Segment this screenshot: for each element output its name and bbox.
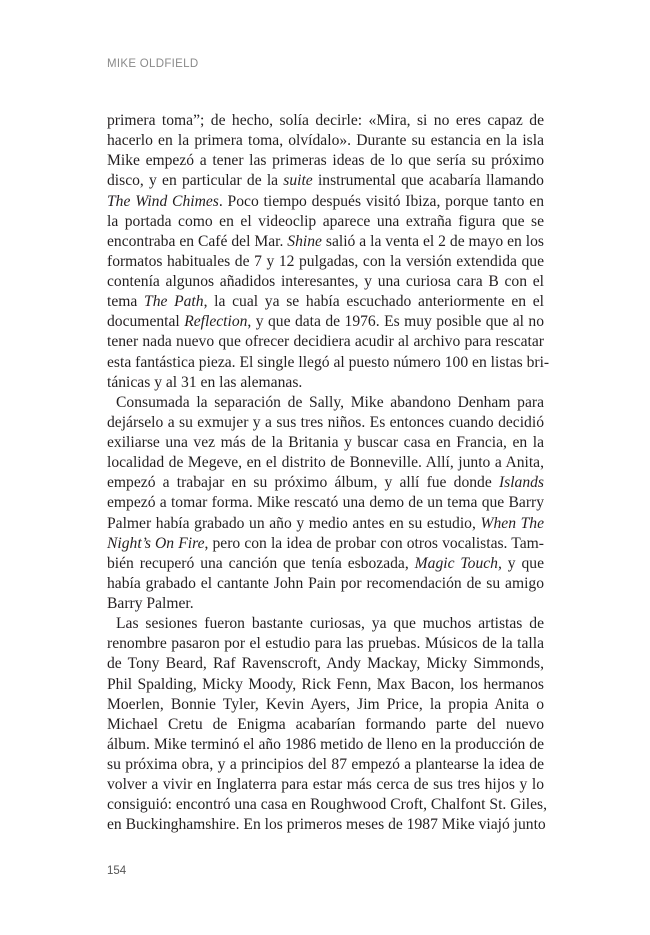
text-line — [107, 393, 544, 413]
italic-title: The Wind Chimes — [107, 192, 219, 210]
text-segment: tener nada nuevo que ofrecer decidiera acudir al archivo para rescatar — [107, 333, 544, 351]
text-segment: formatos habituales de 7 y 12 pulgadas, con la versión extendida que — [107, 252, 544, 270]
text-segment: salió a la venta el 2 de mayo en los — [321, 232, 544, 250]
italic-title: Reflection — [184, 313, 248, 331]
text-line — [107, 514, 544, 534]
text-segment: la portada como en el videoclip aparece una extraña figura que se — [107, 212, 544, 230]
italic-title: When The — [480, 514, 545, 532]
text-segment: , y que data de 1976. Es muy posible que al no — [247, 313, 545, 331]
text-segment: Barry Palmer. — [107, 595, 194, 612]
text-segment: había grabado el cantante John Pain por recomendación de su amigo — [107, 574, 544, 592]
text-segment: volver a vivir en Inglaterra para estar más cerca de sus tres hijos y lo — [107, 776, 544, 794]
text-line — [107, 775, 544, 795]
italic-title: suite — [283, 172, 313, 190]
text-line — [107, 815, 544, 835]
text-segment: hacerlo en la primera toma, olvídalo». Durante su estancia en la isla — [107, 132, 544, 150]
text-segment: renombre pasaron por el estudio para las pruebas. Músicos de la talla — [107, 635, 544, 653]
text-line — [107, 594, 544, 614]
text-line — [107, 232, 544, 252]
text-segment: encontraba en Café del Mar. — [107, 232, 288, 250]
body-text — [107, 111, 550, 836]
text-line — [107, 654, 544, 674]
text-segment: Palmer había grabado un año y medio antes en su estudio, — [107, 514, 481, 532]
text-line — [107, 755, 544, 775]
text-segment: empezó a trabajar en su próximo álbum, y allí fue donde — [107, 474, 499, 492]
text-line — [107, 171, 544, 191]
text-segment: consiguió: encontró una casa en Roughwood Croft, Chalfont St. Giles, — [107, 796, 548, 814]
text-segment: Michael Cretu de Enigma acabarían formando parte del nuevo — [107, 715, 544, 733]
italic-title: Magic Touch, — [414, 554, 502, 572]
text-line — [107, 614, 544, 634]
text-line — [107, 312, 544, 332]
text-segment: , pero con la idea de probar con otros vocalistas. Tam- — [204, 534, 544, 552]
text-line — [107, 473, 544, 493]
text-line — [107, 735, 544, 755]
text-segment: , la cual ya se había escuchado anteriormente en el — [203, 293, 544, 311]
text-segment: Consumada la separación de Sally, Mike abandono Denham para — [116, 393, 544, 411]
text-line — [107, 695, 544, 715]
text-segment: localidad de Megeve, en el distrito de Bonneville. Allí, junto a Anita, — [107, 454, 544, 472]
text-segment: primera toma”; de hecho, solía decirle: «Mira, si no eres capaz de — [107, 112, 544, 129]
text-segment: de Tony Beard, Raf Ravenscroft, Andy Mackay, Micky Simmonds, — [107, 655, 544, 673]
text-line — [107, 131, 544, 151]
italic-title: Islands — [498, 474, 544, 492]
italic-title: The Path — [144, 293, 204, 311]
text-line — [107, 332, 544, 352]
text-line — [107, 272, 544, 292]
text-segment: exiliarse una vez más de la Britania y buscar casa en Francia, en la — [107, 434, 544, 451]
text-line — [107, 111, 544, 131]
text-line — [107, 212, 544, 232]
italic-title: Shine — [287, 232, 322, 250]
text-segment: álbum. Mike terminó el año 1986 metido de lleno en la producción de — [107, 735, 544, 753]
text-segment: en Buckinghamshire. En los primeros meses de 1987 Mike viajó junto — [107, 816, 546, 834]
text-line — [107, 715, 544, 735]
text-line — [107, 453, 544, 473]
text-line — [107, 675, 544, 695]
text-segment: Phil Spalding, Micky Moody, Rick Fenn, Max Bacon, los hermanos — [107, 675, 544, 693]
text-line — [107, 534, 544, 554]
text-segment: y que — [501, 554, 544, 572]
text-line — [107, 433, 544, 453]
text-line — [107, 192, 544, 212]
text-segment: Mike empezó a tener las primeras ideas de lo que sería su próximo — [107, 152, 544, 170]
text-segment: documental — [107, 313, 185, 331]
text-line — [107, 252, 544, 272]
page-number: 154 — [107, 865, 127, 877]
text-line — [107, 151, 544, 171]
text-line — [107, 574, 544, 594]
text-line — [107, 353, 550, 373]
text-line — [107, 413, 544, 433]
running-head: MIKE OLDFIELD — [107, 58, 199, 70]
text-segment: su próxima obra, y a principios del 87 empezó a plantearse la idea de — [107, 756, 544, 773]
italic-title: Night’s On Fire — [107, 534, 205, 552]
text-segment: Moerlen, Bonnie Tyler, Kevin Ayers, Jim Price, la propia Anita o — [107, 695, 544, 713]
text-segment: empezó a tomar forma. Mike rescató una demo de un tema que Barry — [107, 494, 544, 512]
text-segment: . Poco tiempo después visitó Ibiza, porque tanto en — [218, 192, 544, 210]
text-segment: disco, y en particular de la — [107, 172, 284, 190]
text-segment: bién recuperó una canción que tenía esbozada, — [107, 554, 415, 572]
text-line — [107, 554, 544, 574]
text-line — [107, 634, 544, 654]
text-segment: tánicas y al 31 en las alemanas. — [107, 373, 303, 391]
text-segment: dejárselo a su exmujer y a sus tres niños. Es entonces cuando decidió — [107, 413, 544, 431]
text-segment: Las sesiones fueron bastante curiosas, ya que muchos artistas de — [116, 615, 544, 633]
text-line — [107, 493, 544, 513]
text-line — [107, 373, 544, 393]
text-segment: esta fantástica pieza. El single llegó al puesto número 100 en listas bri- — [107, 353, 550, 371]
text-line — [107, 795, 548, 815]
text-segment: tema — [107, 293, 145, 311]
text-segment: instrumental que acabaría llamando — [312, 172, 544, 190]
text-segment: contenía algunos añadidos interesantes, y una curiosa cara B con el — [107, 273, 544, 290]
text-line — [107, 292, 544, 312]
